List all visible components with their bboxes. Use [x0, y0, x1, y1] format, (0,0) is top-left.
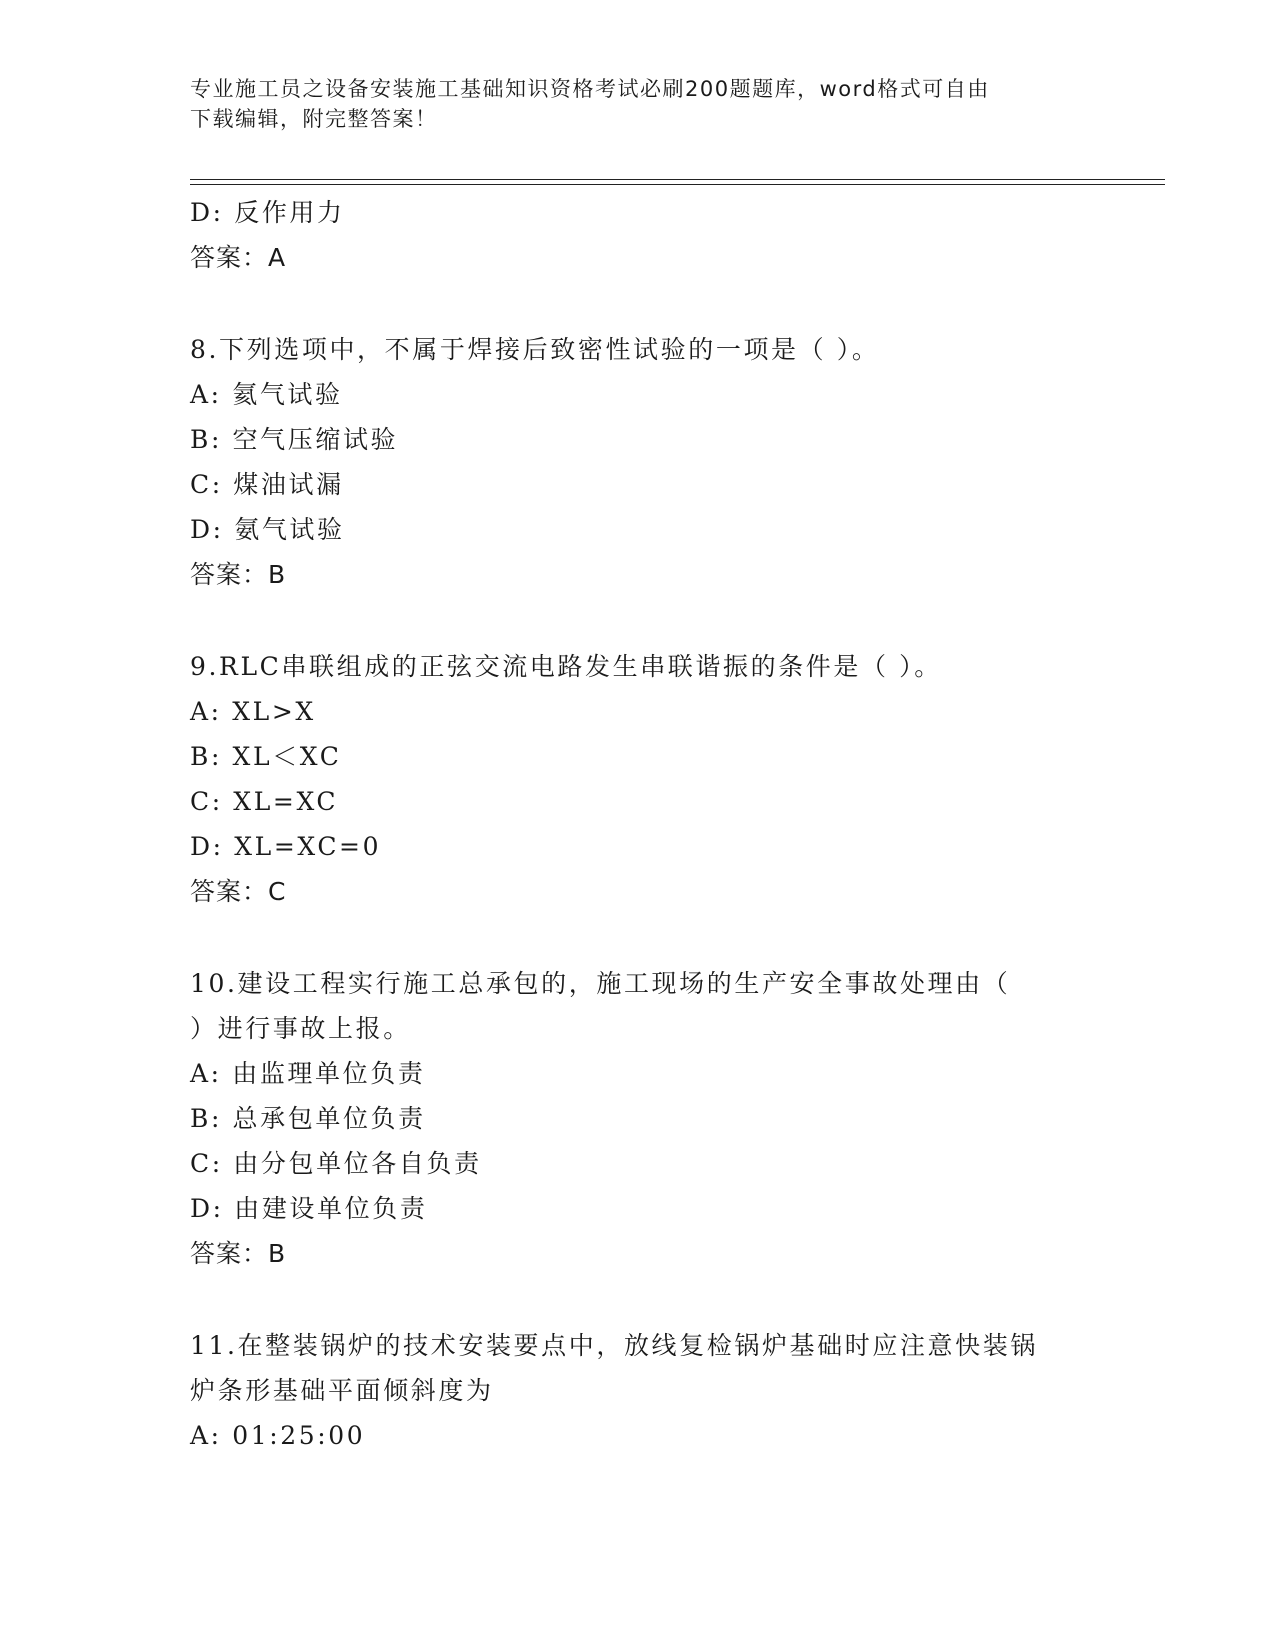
page-header: [190, 74, 1090, 134]
header-line-2: 下载编辑，附完整答案！: [190, 107, 438, 131]
question-title-line-2: ）进行事故上报。: [190, 1014, 411, 1043]
question-title-line-1: 11.在整装锅炉的技术安装要点中，放线复检锅炉基础时应注意快装锅: [190, 1331, 1038, 1360]
question-title-line-1: 10.建设工程实行施工总承包的，施工现场的生产安全事故处理由（: [190, 969, 1011, 998]
answer-line: 答案：B: [190, 1239, 287, 1268]
answer-line: 答案：B: [190, 560, 287, 589]
option-c: C: XL=XC: [190, 787, 339, 816]
option-c: C: 煤油试漏: [190, 470, 344, 499]
question-title: 9.RLC串联组成的正弦交流电路发生串联谐振的条件是（ ）。: [190, 652, 942, 681]
option-b: B: XL＜XC: [190, 742, 342, 771]
question-title-line-2: 炉条形基础平面倾斜度为: [190, 1376, 494, 1405]
option-d: D: 反作用力: [190, 198, 345, 227]
answer-line: 答案：A: [190, 243, 287, 272]
question-title: 8.下列选项中，不属于焊接后致密性试验的一项是（ ）。: [190, 335, 880, 364]
header-line-1: 专业施工员之设备安装施工基础知识资格考试必刷200题题库，word格式可自由: [190, 77, 990, 101]
question-8: [190, 327, 1110, 597]
question-10: [190, 961, 1110, 1276]
option-b: B: 总承包单位负责: [190, 1104, 426, 1133]
header-divider-top: [190, 179, 1165, 180]
option-a: A: 氦气试验: [190, 380, 343, 409]
option-b: B: 空气压缩试验: [190, 425, 399, 454]
question-11: [190, 1323, 1110, 1458]
option-a: A: 由监理单位负责: [190, 1059, 426, 1088]
header-divider-bottom: [190, 184, 1165, 185]
option-c: C: 由分包单位各自负责: [190, 1149, 482, 1178]
answer-line: 答案：C: [190, 877, 287, 906]
option-a: A: XL>X: [190, 697, 316, 726]
option-d: D: 由建设单位负责: [190, 1194, 428, 1223]
question-9: [190, 644, 1110, 914]
option-d: D: 氨气试验: [190, 515, 345, 544]
option-a: A: 01:25:00: [190, 1421, 366, 1450]
question-list: [190, 190, 1110, 1458]
option-d: D: XL=XC=0: [190, 832, 382, 861]
